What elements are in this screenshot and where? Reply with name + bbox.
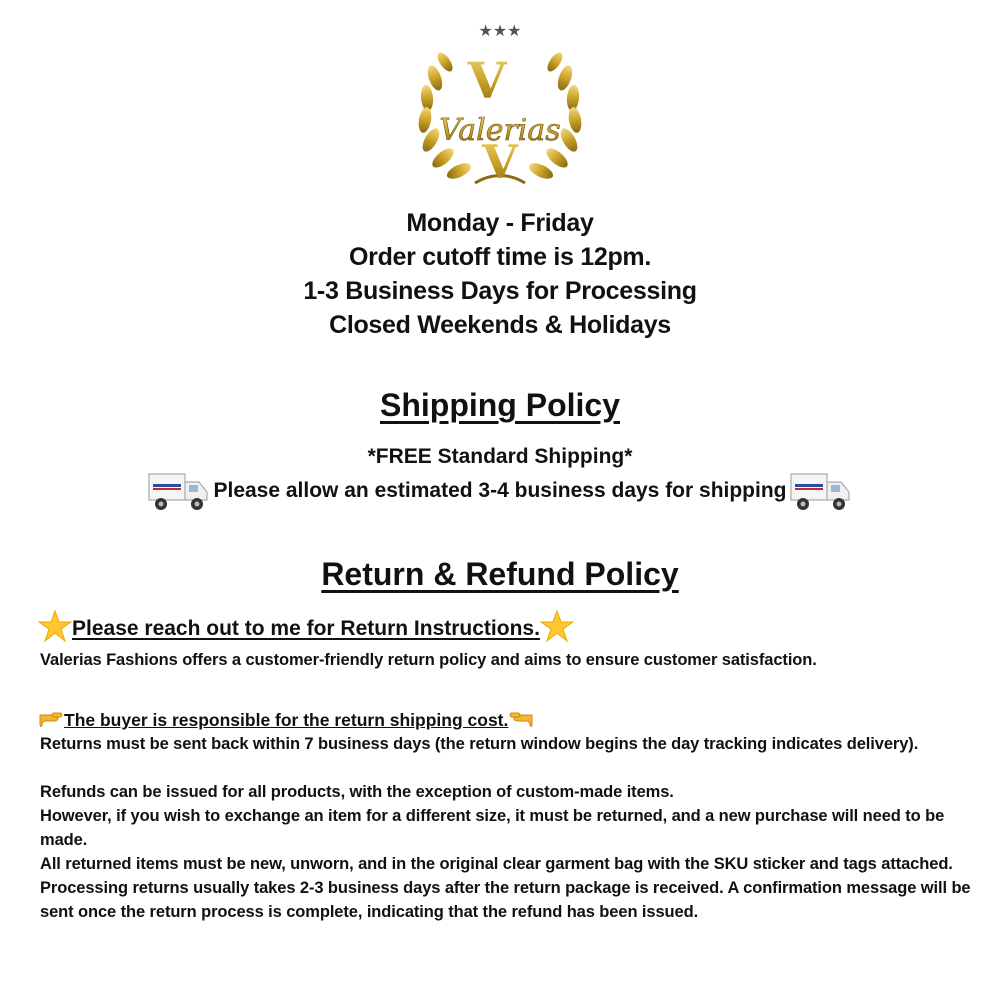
mail-truck-icon bbox=[789, 468, 853, 514]
condition-text: All returned items must be new, unworn, and in the original clear garment bag with the SKU sticker and tags attached. bbox=[40, 855, 953, 873]
shipping-estimate-row bbox=[0, 466, 1000, 516]
buyer-cost-row bbox=[38, 707, 534, 734]
star-glow-icon bbox=[540, 610, 574, 647]
monogram-top: V bbox=[467, 51, 507, 110]
hours-processing: 1-3 Business Days for Processing bbox=[303, 277, 697, 305]
hours-days: Monday - Friday bbox=[406, 209, 594, 237]
shipping-estimate-text: Please allow an estimated 3-4 business days for shipping bbox=[213, 479, 787, 502]
refunds-text bbox=[40, 780, 975, 924]
pointing-right-hand-icon bbox=[38, 707, 64, 734]
pointing-left-hand-icon bbox=[508, 707, 534, 734]
buyer-cost-text: The buyer is responsible for the return shipping cost. bbox=[64, 710, 509, 730]
free-shipping-label: *FREE Standard Shipping* bbox=[367, 445, 633, 468]
monogram-bottom: V bbox=[482, 135, 518, 189]
hours-cutoff: Order cutoff time is 12pm. bbox=[349, 243, 651, 271]
return-policy-title: Return & Refund Policy bbox=[321, 556, 679, 592]
hours-closed: Closed Weekends & Holidays bbox=[329, 311, 671, 339]
return-window: Returns must be sent back within 7 business days (the return window begins the day tracking indicates delivery). bbox=[40, 735, 919, 753]
star-glow-icon bbox=[38, 610, 72, 647]
refunds-eligibility: Refunds can be issued for all products, with the exception of custom-made items. bbox=[40, 783, 674, 801]
mail-truck-icon bbox=[147, 468, 211, 514]
hours-block bbox=[0, 206, 1000, 342]
brand-text: Valerias bbox=[439, 113, 561, 148]
return-intro: Valerias Fashions offers a customer-friendly return policy and aims to ensure customer satisfaction. bbox=[40, 651, 817, 669]
shipping-policy-title: Shipping Policy bbox=[379, 387, 620, 423]
reach-out-text: Please reach out to me for Return Instructions. bbox=[72, 616, 540, 640]
stars: ★★★ bbox=[478, 21, 522, 40]
valerias-logo bbox=[405, 18, 595, 193]
reach-out-row bbox=[38, 610, 574, 647]
processing-text: Processing returns usually takes 2-3 business days after the return package is received. A confirmation message will be sent once the return process is complete, indicating that the refund has been issued. bbox=[40, 879, 971, 921]
exchange-text: However, if you wish to exchange an item for a different size, it must be returned, and a new purchase will need to be made. bbox=[40, 807, 945, 849]
